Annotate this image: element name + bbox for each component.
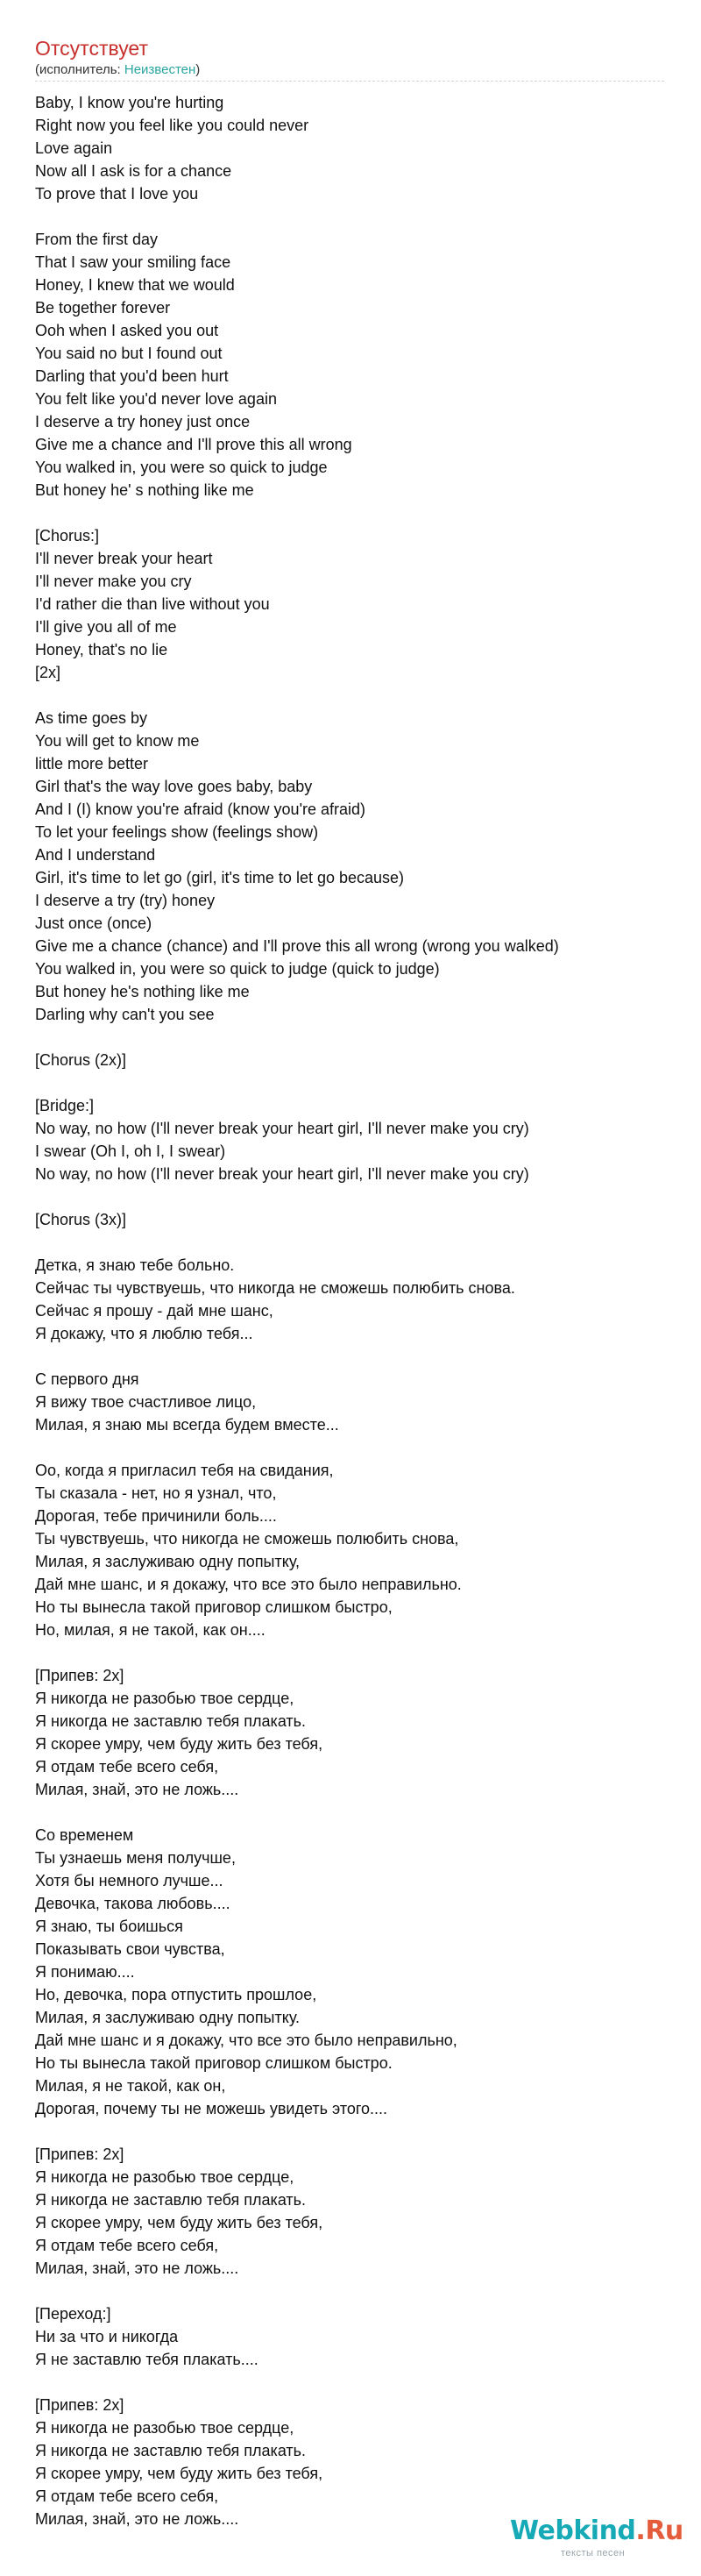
lyrics-blank-line	[35, 502, 683, 524]
lyrics-line: Но ты вынесла такой приговор слишком быстро,	[35, 1598, 393, 1616]
lyrics-line: To prove that I love you	[35, 185, 199, 203]
lyrics-line: Love again	[35, 139, 113, 157]
lyrics-line: I'd rather die than live without you	[35, 595, 270, 613]
lyrics-line: Я скорее умру, чем буду жить без тебя,	[35, 1735, 323, 1753]
logo-wordmark	[510, 2516, 683, 2546]
lyrics-line: Дорогая, тебе причинили боль....	[35, 1507, 277, 1525]
lyrics-line: To let your feelings show (feelings show)	[35, 823, 319, 841]
lyrics-line: Дай мне шанс и я докажу, что все это было неправильно,	[35, 2032, 457, 2049]
lyrics-blank-line	[35, 1345, 683, 1368]
artist-prefix: (исполнитель:	[35, 62, 124, 77]
lyrics-line: Детка, я знаю тебе больно.	[35, 1256, 235, 1274]
lyrics-line: Honey, I knew that we would	[35, 276, 235, 294]
lyrics-blank-line	[35, 1071, 683, 1094]
lyrics-line: Милая, знай, это не ложь....	[35, 1781, 239, 1798]
lyrics-line: You will get to know me	[35, 732, 200, 750]
lyrics-line: That I saw your smiling face	[35, 253, 231, 271]
lyrics-blank-line	[35, 1026, 683, 1049]
lyrics-line: Хотя бы немного лучше...	[35, 1872, 223, 1889]
lyrics-line: Оо, когда я пригласил тебя на свидания,	[35, 1462, 334, 1479]
lyrics-line: Я никогда не разобью твое сердце,	[35, 1690, 294, 1707]
lyrics-line: And I (I) know you're afraid (know you're afraid)	[35, 801, 366, 818]
lyrics-blank-line	[35, 1185, 683, 1208]
lyrics-blank-line	[35, 2280, 683, 2302]
lyrics-line: Милая, знай, это не ложь....	[35, 2259, 239, 2277]
logo-tagline: тексты песен	[561, 2548, 626, 2558]
lyrics-line: Я знаю, ты боишься	[35, 1918, 183, 1935]
lyrics-line: little more better	[35, 755, 149, 772]
lyrics-line: And I understand	[35, 846, 156, 864]
lyrics-line: Милая, я заслуживаю одну попытку,	[35, 1553, 301, 1570]
lyrics-line: Я не заставлю тебя плакать....	[35, 2351, 258, 2368]
lyrics-line: Милая, я заслуживаю одну попытку.	[35, 2009, 301, 2026]
lyrics-line: Ты узнаешь меня получше,	[35, 1849, 236, 1867]
lyrics-line: С первого дня	[35, 1370, 139, 1388]
lyrics-line: Дорогая, почему ты не можешь увидеть этого....	[35, 2100, 388, 2117]
lyrics-line: No way, no how (I'll never break your heart girl, I'll never make you cry)	[35, 1120, 529, 1137]
lyrics-line: [Припев: 2x]	[35, 2145, 124, 2163]
lyrics-line: Я докажу, что я люблю тебя...	[35, 1325, 253, 1342]
lyrics-line: Just once (once)	[35, 914, 152, 932]
lyrics-blank-line	[35, 205, 683, 228]
lyrics-line: Сейчас ты чувствуешь, что никогда не сможешь полюбить снова.	[35, 1279, 515, 1297]
lyrics-line: Но ты вынесла такой приговор слишком быстро.	[35, 2054, 393, 2072]
lyrics-line: [Chorus (3x)]	[35, 1211, 127, 1228]
lyrics-line: Girl, it's time to let go (girl, it's time to let go because)	[35, 869, 405, 886]
lyrics-line: You felt like you'd never love again	[35, 390, 277, 408]
lyrics-line: Я вижу твое счастливое лицо,	[35, 1393, 257, 1411]
lyrics-line: I'll never break your heart	[35, 550, 213, 567]
lyrics-blank-line	[35, 1231, 683, 1254]
lyrics-line: Give me a chance (chance) and I'll prove this all wrong (wrong you walked)	[35, 937, 559, 955]
lyrics-blank-line	[35, 1641, 683, 1664]
lyrics-line: [Припев: 2x]	[35, 2396, 124, 2414]
lyrics-line: From the first day	[35, 231, 159, 248]
lyrics-line: Ooh when I asked you out	[35, 322, 219, 339]
header-divider	[35, 81, 664, 82]
song-title: Отсутствует	[35, 37, 148, 60]
lyrics-line: Ты чувствуешь, что никогда не сможешь полюбить снова,	[35, 1530, 459, 1548]
lyrics-line: Дай мне шанс, и я докажу, что все это было неправильно.	[35, 1576, 462, 1593]
lyrics-line: Baby, I know you're hurting	[35, 94, 224, 111]
lyrics-line: Я никогда не разобью твое сердце,	[35, 2419, 294, 2437]
lyrics-line: Darling why can't you see	[35, 1006, 215, 1023]
artist-line	[35, 62, 200, 78]
lyrics-line: [Bridge:]	[35, 1097, 95, 1114]
lyrics-line: Я отдам тебе всего себя,	[35, 1758, 219, 1775]
lyrics-line: Я отдам тебе всего себя,	[35, 2487, 219, 2505]
lyrics-line: Со временем	[35, 1826, 134, 1844]
lyrics-line: Я скорее умру, чем буду жить без тебя,	[35, 2465, 323, 2482]
logo-part-domain: .Ru	[635, 2516, 683, 2546]
lyrics-line: Я никогда не заставлю тебя плакать.	[35, 2191, 307, 2209]
lyrics-line: I'll give you all of me	[35, 618, 177, 636]
lyrics-line: Now all I ask is for a chance	[35, 162, 232, 180]
lyrics-text	[35, 91, 683, 2530]
lyrics-line: I deserve a try (try) honey	[35, 892, 216, 909]
lyrics-line: I'll never make you cry	[35, 573, 192, 590]
lyrics-line: [2x]	[35, 664, 61, 681]
lyrics-line: But honey he's nothing like me	[35, 983, 250, 1000]
lyrics-line: As time goes by	[35, 709, 148, 727]
lyrics-line: Right now you feel like you could never	[35, 117, 309, 134]
lyrics-blank-line	[35, 2120, 683, 2143]
artist-suffix: )	[195, 62, 201, 77]
lyrics-line: You walked in, you were so quick to judge	[35, 459, 328, 476]
lyrics-line: Ты сказала - нет, но я узнал, что,	[35, 1484, 277, 1502]
logo-part-main: Webkind	[510, 2516, 636, 2546]
lyrics-line: Ни за что и никогда	[35, 2328, 179, 2345]
site-logo[interactable]	[510, 2516, 685, 2569]
lyrics-line: Я скорее умру, чем буду жить без тебя,	[35, 2214, 323, 2231]
lyrics-line: I swear (Oh I, oh I, I swear)	[35, 1142, 226, 1160]
lyrics-line: Милая, знай, это не ложь....	[35, 2510, 239, 2528]
lyrics-line: [Chorus (2x)]	[35, 1051, 127, 1069]
lyrics-line: Be together forever	[35, 299, 171, 317]
lyrics-line: But honey he' s nothing like me	[35, 481, 254, 499]
lyrics-line: [Припев: 2x]	[35, 1667, 124, 1684]
lyrics-line: Милая, я знаю мы всегда будем вместе...	[35, 1416, 339, 1434]
lyrics-line: Я понимаю....	[35, 1963, 135, 1981]
lyrics-line: Я отдам тебе всего себя,	[35, 2237, 219, 2254]
lyrics-line: Я никогда не заставлю тебя плакать.	[35, 2442, 307, 2459]
lyrics-line: Darling that you'd been hurt	[35, 367, 229, 385]
lyrics-line: No way, no how (I'll never break your heart girl, I'll never make you cry)	[35, 1165, 529, 1183]
lyrics-line: Girl that's the way love goes baby, baby	[35, 778, 313, 795]
lyrics-line: Give me a chance and I'll prove this all wrong	[35, 436, 352, 453]
lyrics-line: Я никогда не заставлю тебя плакать.	[35, 1712, 307, 1730]
lyrics-blank-line	[35, 684, 683, 707]
lyrics-blank-line	[35, 1436, 683, 1459]
lyrics-line: Но, девочка, пора отпустить прошлое,	[35, 1986, 317, 2003]
lyrics-line: Но, милая, я не такой, как он....	[35, 1621, 266, 1639]
lyrics-blank-line	[35, 1801, 683, 1824]
lyrics-line: Девочка, такова любовь....	[35, 1895, 230, 1912]
lyrics-line: [Chorus:]	[35, 527, 100, 544]
lyrics-blank-line	[35, 2371, 683, 2394]
lyrics-line: Показывать свои чувства,	[35, 1940, 225, 1958]
lyrics-line: Милая, я не такой, как он,	[35, 2077, 226, 2095]
lyrics-line: You walked in, you were so quick to judge (quick to judge)	[35, 960, 440, 978]
lyrics-line: Сейчас я прошу - дай мне шанс,	[35, 1302, 273, 1320]
lyrics-line: You said no but I found out	[35, 345, 223, 362]
lyrics-line: I deserve a try honey just once	[35, 413, 251, 431]
lyrics-line: [Переход:]	[35, 2305, 111, 2323]
lyrics-line: Я никогда не разобью твое сердце,	[35, 2168, 294, 2186]
lyrics-line: Honey, that's no lie	[35, 641, 168, 658]
artist-link[interactable]: Неизвестен	[124, 62, 196, 77]
